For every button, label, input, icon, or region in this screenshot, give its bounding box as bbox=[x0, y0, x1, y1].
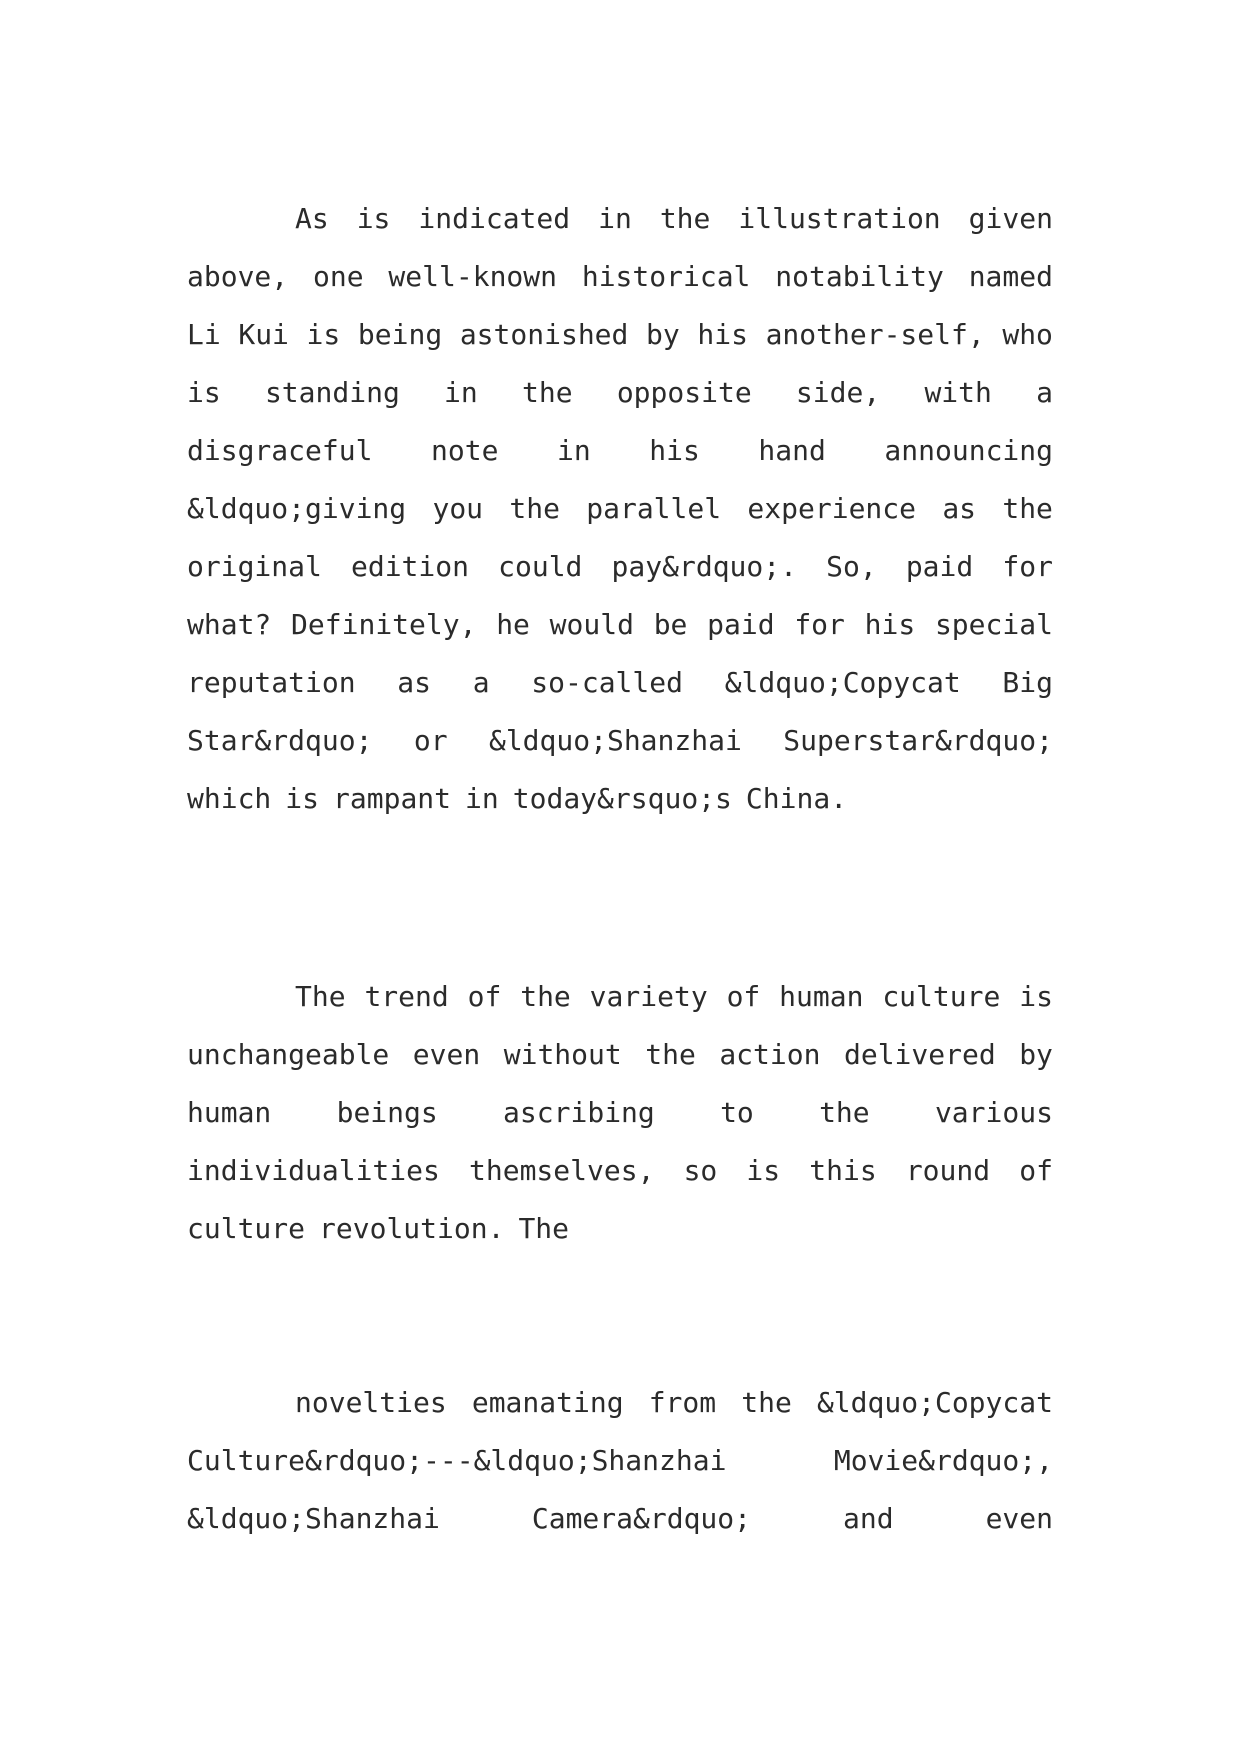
word: beings bbox=[336, 1096, 438, 1129]
text-line bbox=[187, 770, 1053, 828]
word: the bbox=[520, 980, 571, 1013]
word: the bbox=[509, 492, 560, 525]
word: unchangeable bbox=[187, 1038, 390, 1071]
word: is bbox=[187, 376, 221, 409]
word: could bbox=[498, 550, 583, 583]
text-line bbox=[187, 968, 1053, 1026]
word: who bbox=[1002, 318, 1053, 351]
word: being bbox=[357, 318, 443, 351]
word: even bbox=[412, 1038, 481, 1071]
word: his bbox=[864, 608, 916, 641]
word: would bbox=[549, 608, 634, 641]
paragraph-2 bbox=[187, 968, 1053, 1258]
word: the bbox=[645, 1038, 696, 1071]
word: parallel bbox=[586, 492, 722, 525]
word: you bbox=[432, 492, 484, 525]
word: human bbox=[779, 980, 864, 1013]
word: in bbox=[444, 376, 478, 409]
word: round bbox=[905, 1154, 991, 1187]
word: or bbox=[413, 724, 448, 757]
word: be bbox=[653, 608, 688, 641]
word: So, bbox=[826, 550, 877, 583]
word: from bbox=[648, 1386, 717, 1419]
word: one bbox=[313, 260, 364, 293]
word: is bbox=[356, 202, 391, 235]
word: is bbox=[746, 1154, 781, 1187]
word: is bbox=[285, 782, 320, 815]
word: even bbox=[985, 1502, 1053, 1535]
word: his bbox=[649, 434, 700, 467]
word: &ldquo;Copycat bbox=[816, 1386, 1053, 1419]
text-line bbox=[187, 1026, 1053, 1084]
word: for bbox=[1002, 550, 1053, 583]
word: Kui bbox=[238, 318, 289, 351]
word: in bbox=[557, 434, 591, 467]
word: human bbox=[187, 1096, 272, 1129]
text-line bbox=[187, 1374, 1053, 1432]
word: The bbox=[518, 1212, 570, 1245]
word: individualities bbox=[187, 1154, 440, 1187]
word: today&rsquo;s bbox=[512, 782, 732, 815]
word: novelties bbox=[295, 1386, 447, 1419]
word: as bbox=[942, 492, 977, 525]
word: variety bbox=[589, 980, 708, 1013]
word: the bbox=[659, 202, 711, 235]
word: Superstar&rdquo; bbox=[783, 724, 1053, 757]
text-line bbox=[187, 654, 1053, 712]
word: for bbox=[794, 608, 845, 641]
word: &ldquo;Copycat bbox=[724, 666, 961, 699]
word: as bbox=[397, 666, 431, 699]
word: the bbox=[819, 1096, 870, 1129]
word: standing bbox=[264, 376, 400, 409]
word: a bbox=[472, 666, 490, 699]
text-line bbox=[187, 306, 1053, 364]
text-line bbox=[187, 1142, 1053, 1200]
word: Movie&rdquo;, bbox=[833, 1444, 1053, 1477]
word: Culture&rdquo;---&ldquo;Shanzhai bbox=[187, 1444, 727, 1477]
word: opposite bbox=[616, 376, 752, 409]
word: reputation bbox=[187, 666, 356, 699]
word: original bbox=[187, 550, 322, 583]
text-line bbox=[187, 596, 1053, 654]
word: a bbox=[1036, 376, 1053, 409]
word: given bbox=[968, 202, 1053, 235]
word: &ldquo;Shanzhai bbox=[187, 1502, 440, 1535]
word: what? bbox=[187, 608, 272, 641]
word: and bbox=[843, 1502, 894, 1535]
word: by bbox=[1019, 1038, 1053, 1071]
word: astonished bbox=[459, 318, 629, 351]
word: in bbox=[598, 202, 632, 235]
word: experience bbox=[747, 492, 916, 525]
text-line bbox=[187, 248, 1053, 306]
word: emanating bbox=[471, 1386, 624, 1419]
word: pay&rdquo;. bbox=[611, 550, 797, 583]
word: Li bbox=[187, 318, 221, 351]
text-line bbox=[187, 1490, 1053, 1548]
word: indicated bbox=[418, 202, 571, 235]
word: this bbox=[809, 1154, 877, 1187]
text-line bbox=[187, 1084, 1053, 1142]
word: &ldquo;giving bbox=[187, 492, 407, 525]
word: is bbox=[1019, 980, 1053, 1013]
word: so-called bbox=[531, 666, 683, 699]
word: themselves, bbox=[469, 1154, 655, 1187]
word: without bbox=[503, 1038, 622, 1071]
word: hand bbox=[758, 434, 826, 467]
word: various bbox=[934, 1096, 1053, 1129]
text-line bbox=[187, 712, 1053, 770]
word: notability bbox=[775, 260, 944, 293]
word: paid bbox=[905, 550, 974, 583]
word: &ldquo;Shanzhai bbox=[488, 724, 742, 757]
word: illustration bbox=[738, 202, 941, 235]
paragraph-3 bbox=[187, 1374, 1053, 1548]
text-line bbox=[187, 422, 1053, 480]
word: to bbox=[720, 1096, 754, 1129]
word: rampant bbox=[333, 782, 452, 815]
word: with bbox=[924, 376, 992, 409]
word: paid bbox=[707, 608, 775, 641]
word: note bbox=[431, 434, 499, 467]
word: well-known bbox=[388, 260, 557, 293]
word: by bbox=[646, 318, 680, 351]
word: Big bbox=[1002, 666, 1053, 699]
word: revolution. bbox=[319, 1212, 505, 1245]
word: which bbox=[187, 782, 272, 815]
word: China. bbox=[745, 782, 848, 815]
word: of bbox=[1019, 1154, 1053, 1187]
word: he bbox=[496, 608, 530, 641]
word: so bbox=[683, 1154, 718, 1187]
word: the bbox=[1002, 492, 1053, 525]
word: another-self, bbox=[765, 318, 985, 351]
word: edition bbox=[350, 550, 469, 583]
word: Star&rdquo; bbox=[187, 724, 373, 757]
word: the bbox=[522, 376, 573, 409]
word: culture bbox=[187, 1212, 306, 1245]
text-line bbox=[187, 364, 1053, 422]
text-line bbox=[187, 538, 1053, 596]
word: special bbox=[934, 608, 1053, 641]
word: The bbox=[295, 980, 346, 1013]
word: ascribing bbox=[503, 1096, 655, 1129]
word: of bbox=[467, 980, 502, 1013]
paragraph-1 bbox=[187, 190, 1053, 828]
word: historical bbox=[581, 260, 751, 293]
word: disgraceful bbox=[187, 434, 373, 467]
word: of bbox=[726, 980, 761, 1013]
word: side, bbox=[795, 376, 881, 409]
text-line bbox=[187, 1200, 1053, 1258]
text-line bbox=[187, 190, 1053, 248]
word: his bbox=[697, 318, 748, 351]
word: culture bbox=[882, 980, 1001, 1013]
word: action bbox=[719, 1038, 821, 1071]
word: is bbox=[306, 318, 341, 351]
text-line bbox=[187, 1432, 1053, 1490]
word: named bbox=[968, 260, 1053, 293]
word: trend bbox=[364, 980, 449, 1013]
word: Definitely, bbox=[291, 608, 477, 641]
word: announcing bbox=[884, 434, 1053, 467]
word: Camera&rdquo; bbox=[531, 1502, 752, 1535]
word: As bbox=[295, 202, 329, 235]
word: above, bbox=[187, 260, 289, 293]
text-line bbox=[187, 480, 1053, 538]
word: delivered bbox=[843, 1038, 996, 1071]
word: in bbox=[465, 782, 499, 815]
word: the bbox=[741, 1386, 792, 1419]
